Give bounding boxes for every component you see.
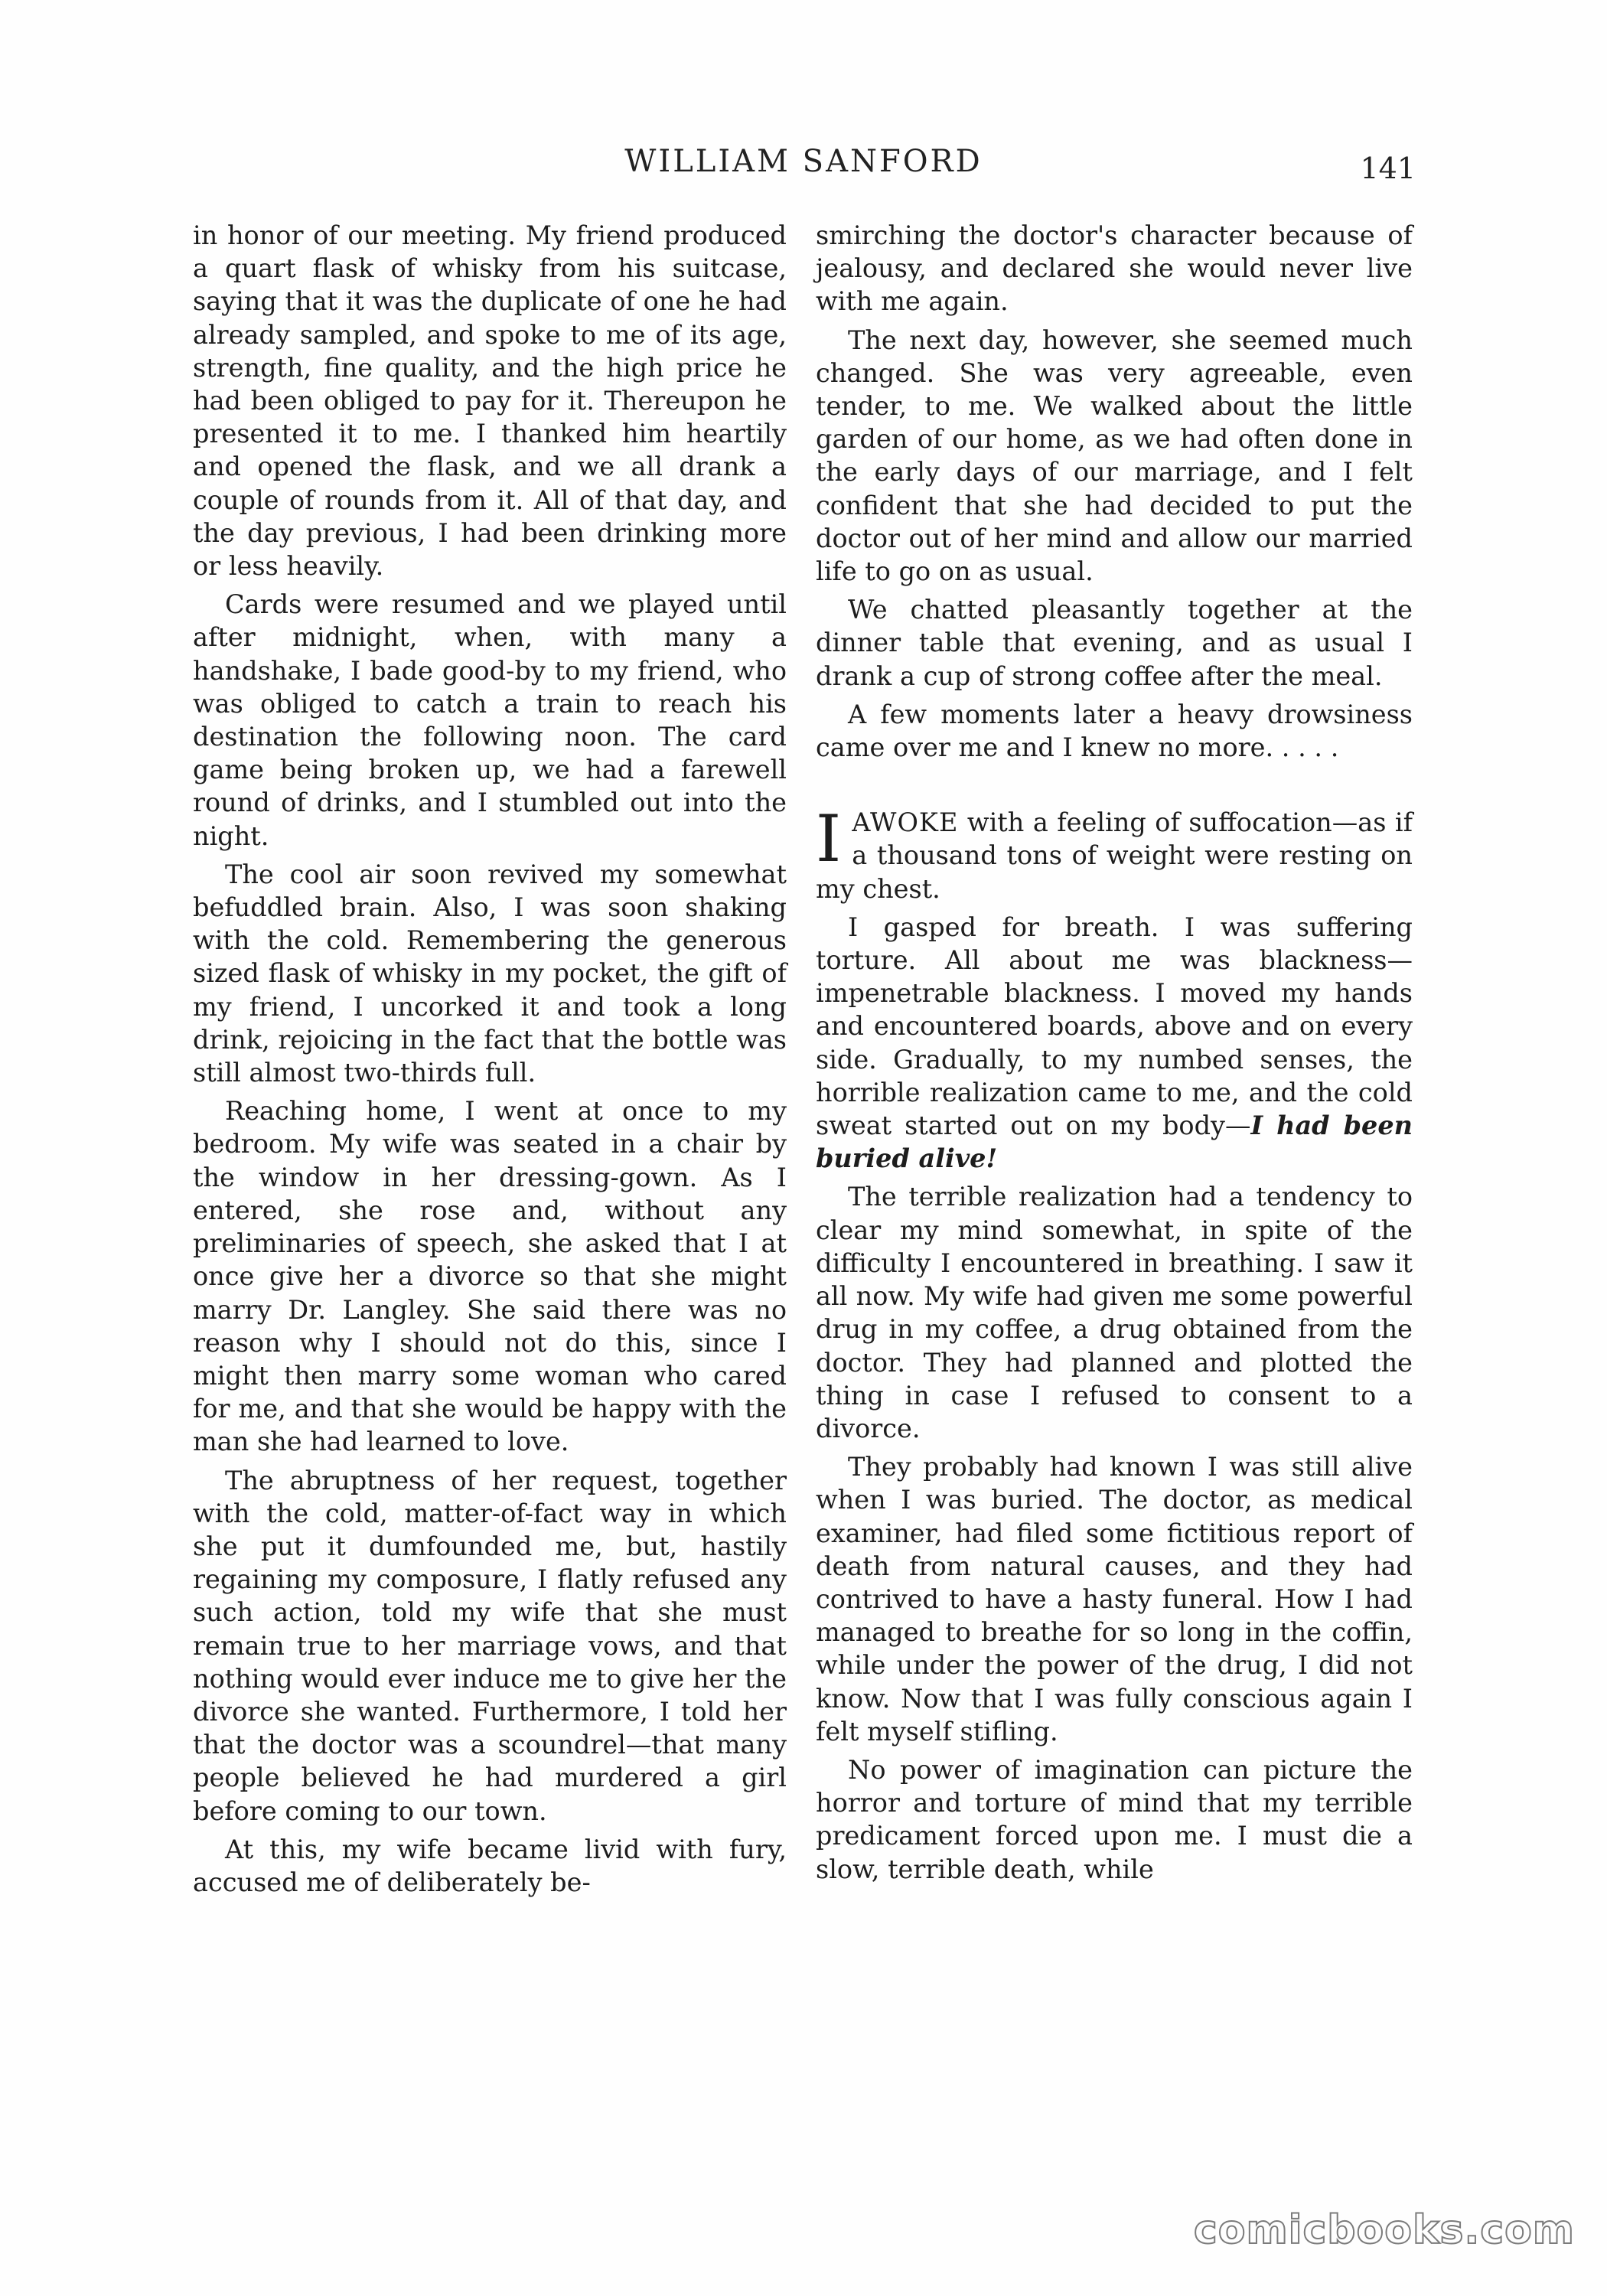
paragraph-text: with a feeling of suffocation—as if a thousand tons of weight were resting on my chest. <box>816 807 1413 904</box>
lead-in-word: AWOKE <box>852 807 959 838</box>
right-column <box>816 219 1413 1891</box>
paragraph: At this, my wife became livid with fury, accused me of deliberately be- <box>193 1834 787 1897</box>
page-number: 141 <box>1360 152 1416 185</box>
paragraph: They probably had known I was still alive when I was buried. The doctor, as medical examiner, had filed some fictitious report of death from natural causes, and they had contrived to have a hasty funeral. How I had managed to breathe for so long in the coffin, while under the power of the drug, I did not know. Now that I was fully conscious again I felt myself stifling. <box>816 1452 1413 1746</box>
page-header <box>191 144 1416 190</box>
paragraph: No power of imagination can picture the horror and torture of mind that my terrible predicament forced upon me. I must die a slow, terrible death, while <box>816 1754 1413 1884</box>
site-watermark: comicbooks.com <box>1193 2207 1575 2253</box>
left-column <box>193 219 787 1904</box>
paragraph: We chatted pleasantly together at the dinner table that evening, and as usual I drank a cup of strong coffee after the meal. <box>816 595 1413 691</box>
paragraph: A few moments later a heavy drowsiness came over me and I knew no more. . . . . <box>816 699 1413 763</box>
paragraph: The terrible realization had a tendency to clear my mind somewhat, in spite of the difficulty I encountered in breathing. I saw it all now. My wife had given me some powerful drug in my coffee, a drug obtained from the doctor. They had planned and plotted the thing in case I refused to consent to a divorce. <box>816 1182 1413 1443</box>
running-head: WILLIAM SANFORD <box>624 144 983 179</box>
paragraph: smirching the doctor's character because of jealousy, and declared she would never live with me again. <box>816 220 1413 317</box>
paragraph: The cool air soon revived my somewhat befuddled brain. Also, I was soon shaking with the cold. Remembering the generous sized flask of whisky in my pocket, the gift of my friend, I uncorked it and took a long drink, rejoicing in the fact that the bottle was still almost two-thirds full. <box>193 859 787 1088</box>
paragraph: in honor of our meeting. My friend produced a quart flask of whisky from his suitcase, saying that it was the duplicate of one he had already sampled, and spoke to me of its age, strength, fine quality, and the high price he had been obliged to pay for it. Thereupon he presented it to me. I thanked him heartily and opened the flask, and we all drank a couple of rounds from it. All of that day, and the day previous, I had been drinking more or less heavily. <box>193 220 787 582</box>
drop-cap: I <box>816 801 842 877</box>
paragraph: Cards were resumed and we played until after midnight, when, with many a handshake, I bade good-by to my friend, who was obliged to catch a train to reach his destination the following noon. The card game being broken up, we had a farewell round of drinks, and I stumbled out into the night. <box>193 589 787 851</box>
paragraph: The next day, however, she seemed much changed. She was very agreeable, even tender, to me. We walked about the little garden of our home, as we had often done in the early days of our marriage, and I felt confident that she had decided to put the doctor out of her mind and allow our married life to go on as usual. <box>816 325 1413 587</box>
paragraph-text: I gasped for breath. I was suffering torture. All about me was blackness—impenetrable blackness. I moved my hands and encountered boards, above and on every side. Gradually, to my numbed senses, the horrible realization came to me, and the cold sweat started out on my body— <box>816 912 1413 1141</box>
emphasis-text: I had been buried alive! <box>816 1110 1413 1174</box>
section-opening-paragraph <box>816 801 1413 905</box>
paragraph: The abruptness of her request, together with the cold, matter-of-fact way in which she put it dumfounded me, but, hastily regaining my composure, I flatly refused any such action, told my wife that she must remain true to her marriage vows, and that nothing would ever induce me to give her the divorce she wanted. Furthermore, I told her that the doctor was a scoundrel—that many people believed he had murdered a girl before coming to our town. <box>193 1465 787 1826</box>
paragraph <box>816 911 1413 1176</box>
paragraph: Reaching home, I went at once to my bedroom. My wife was seated in a chair by the window in her dressing-gown. As I entered, she rose and, without any preliminaries of speech, she asked that I at once give her a divorce so that she might marry Dr. Langley. She said there was no reason why I should not do this, since I might then marry some woman who cared for me, and that she would be happy with the man she had learned to love. <box>193 1096 787 1457</box>
